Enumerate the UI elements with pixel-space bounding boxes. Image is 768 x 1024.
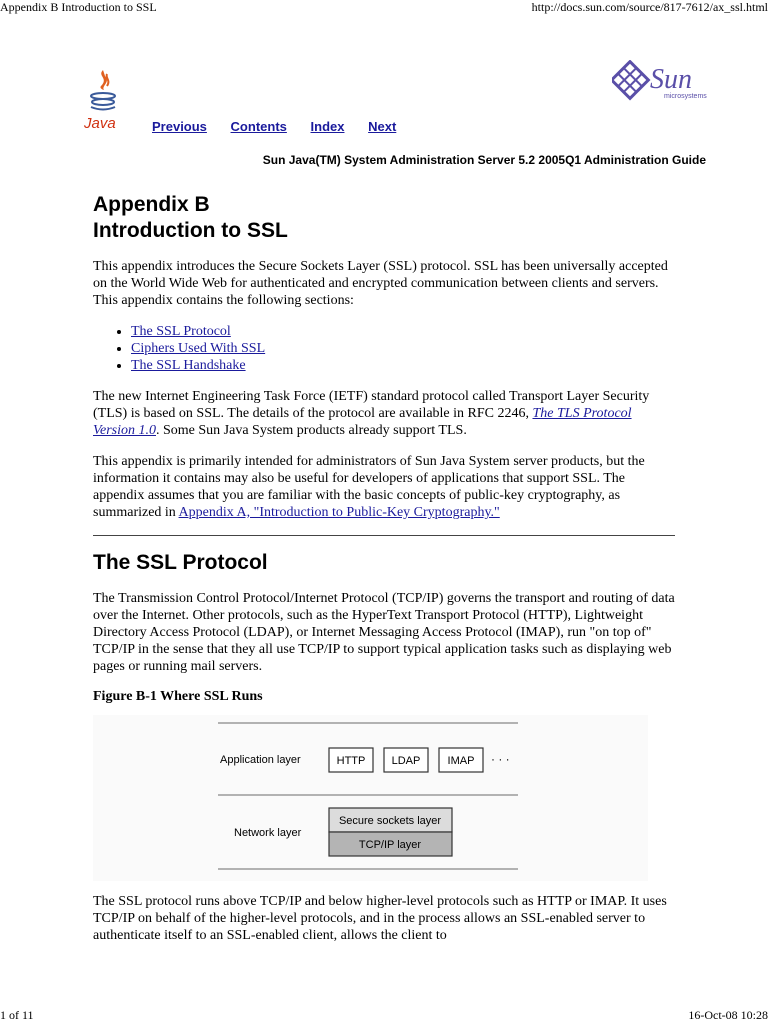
tls-paragraph bbox=[93, 388, 675, 439]
main-content bbox=[93, 192, 675, 958]
imap-box-label: IMAP bbox=[447, 755, 475, 767]
tcpip-paragraph: The Transmission Control Protocol/Internet Protocol (TCP/IP) governs the transport and routing of data over the Internet. Other protocols, such as the HyperText Transport Protocol (HTTP), Lightweight Directory Access Protocol (LDAP), or Internet Messaging Access Protocol (IMAP), run "on top of" TCP/IP in the sense that they all use TCP/IP to support typical application tasks such as displaying web pages or running mail servers. bbox=[93, 591, 675, 674]
nav-next-link[interactable]: Next bbox=[368, 119, 397, 134]
toc-link-ssl-protocol[interactable]: The SSL Protocol bbox=[131, 324, 231, 339]
java-logo-text: Java bbox=[84, 115, 116, 132]
audience-paragraph bbox=[93, 453, 675, 521]
tls-text-after: . Some Sun Java System products already support TLS. bbox=[156, 423, 467, 438]
more-protocols-ellipsis: · · · bbox=[491, 752, 510, 766]
nav-bar bbox=[152, 119, 416, 134]
ssl-layer-diagram bbox=[93, 715, 648, 881]
list-item bbox=[131, 357, 675, 374]
ssl-box-label: Secure sockets layer bbox=[338, 815, 442, 827]
page-count-footer: 1 of 11 bbox=[0, 1008, 34, 1022]
audience-text: This appendix is primarily intended for administrators of Sun Java System server products, but the information it contains may also be useful for developers of applications that support SSL. The appendix assumes that you are familiar with the basic concepts of public-key cryptography, as summarized in bbox=[93, 454, 645, 520]
intro-paragraph: This appendix introduces the Secure Sockets Layer (SSL) protocol. SSL has been universally accepted on the World Wide Web for authenticated and encrypted communication between clients and servers. This appendix contains the following sections: bbox=[93, 259, 668, 308]
http-box-label: HTTP bbox=[336, 755, 366, 767]
toc-link-ssl-handshake[interactable]: The SSL Handshake bbox=[131, 358, 246, 373]
appendix-a-link[interactable]: Appendix A, "Introduction to Public-Key Cryptography." bbox=[178, 505, 500, 520]
section-list bbox=[93, 323, 675, 374]
page-heading bbox=[93, 192, 675, 244]
ldap-box-label: LDAP bbox=[391, 755, 421, 767]
page-title-header: Appendix B Introduction to SSL bbox=[0, 0, 157, 14]
tls-text-before: The new Internet Engineering Task Force (IETF) standard protocol called Transport Layer Security (TLS) is based on SSL. The details of the protocol are available in RFC 2246, bbox=[93, 389, 650, 421]
network-layer-label: Network layer bbox=[234, 827, 302, 839]
nav-previous-link[interactable]: Previous bbox=[152, 119, 207, 134]
page-heading-line1: Appendix B bbox=[93, 193, 210, 216]
application-layer-label: Application layer bbox=[220, 754, 301, 766]
sun-logo-text: Sun bbox=[650, 64, 692, 95]
page-heading-line2: Introduction to SSL bbox=[93, 219, 288, 242]
print-date-footer: 16-Oct-08 10:28 bbox=[688, 1008, 768, 1022]
list-item bbox=[131, 323, 675, 340]
sun-microsystems-logo[interactable] bbox=[612, 60, 712, 102]
sun-logo-subtext: microsystems bbox=[664, 93, 707, 100]
tcpip-box-label: TCP/IP layer bbox=[358, 839, 422, 851]
nav-contents-link[interactable]: Contents bbox=[230, 119, 287, 134]
section-divider bbox=[93, 535, 675, 536]
nav-index-link[interactable]: Index bbox=[310, 119, 345, 134]
list-item bbox=[131, 340, 675, 357]
book-title: Sun Java(TM) System Administration Server 5.2 2005Q1 Administration Guide bbox=[262, 153, 706, 167]
section-heading: The SSL Protocol bbox=[93, 551, 268, 574]
page-url-header: http://docs.sun.com/source/817-7612/ax_ssl.html bbox=[531, 0, 768, 14]
tls-protocol-link[interactable]: The TLS Protocol Version 1.0 bbox=[93, 406, 632, 438]
figure-caption: Figure B-1 Where SSL Runs bbox=[93, 689, 263, 704]
toc-link-ciphers[interactable]: Ciphers Used With SSL bbox=[131, 341, 266, 356]
ssl-runs-paragraph: The SSL protocol runs above TCP/IP and below higher-level protocols such as HTTP or IMAP. It uses TCP/IP on behalf of the higher-level protocols, and in the process allows an SSL-enabled server to authenticate itself to an SSL-enabled client, allows the client to bbox=[93, 894, 667, 943]
java-logo[interactable] bbox=[83, 68, 125, 132]
